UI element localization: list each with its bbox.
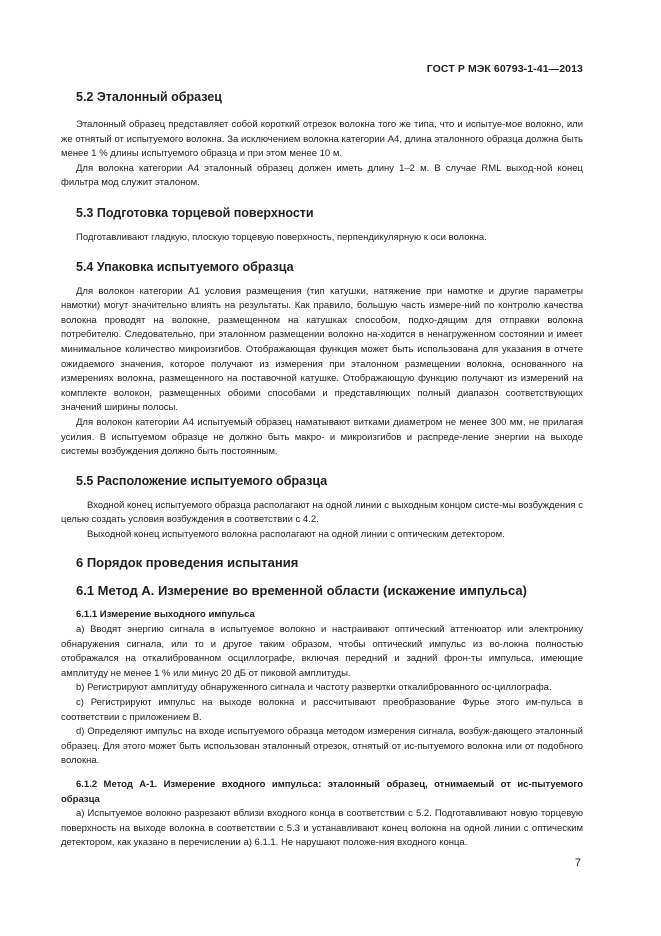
section-5-4-title: 5.4 Упаковка испытуемого образца (76, 259, 294, 274)
section-6-1-1-item-a: а) Вводят энергию сигнала в испытуемое волокно и настраивают оптический аттенюатор или электронику обнаружения сигнала, или то и другое таким образом, чтобы оптический импульс из во-локна полностью отображался на откалиброванном осциллографе, включая передний и задний фрон-ты импульса, имеющие амплитуду не менее 1 % или минус 20 дБ от пиковой амплитуды. (61, 624, 583, 679)
section-5-2-title: 5.2 Эталонный образец (76, 90, 222, 104)
section-6-1-2-title: 6.1.2 Метод А-1. Измерение входного импульса: эталонный образец, отнимаемый от ис-пытуемого образца (61, 779, 583, 805)
section-5-4-paragraph-2: Для волокон категории А4 испытуемый образец наматывают витками диаметром не менее 300 мм, не прилагая усилия. В испытуемом образце не должно быть макро- и микроизгибов и распреде-ление энергии на выходе системы возбуждения должно быть постоянным. (61, 416, 583, 458)
section-6-1-1-item-c: с) Регистрируют импульс на выходе волокна и рассчитывают преобразование Фурье этого им-пульса в соответствии с приложением В. (61, 697, 583, 723)
section-6-1-2-item-a: а) Испытуемое волокно разрезают вблизи входного конца в соответствии с 5.2. Подготавливают новую торцевую поверхность на выходе волокна в соответствии с 5.3 и устанавливают конец волокна на одной линии с оптическим детектором, как указано в перечислении а) 6.1.1. Не нарушают положе-ния входного конца. (61, 808, 583, 849)
section-5-3-paragraph-1: Подготавливают гладкую, плоскую торцевую поверхность, перпендикулярную к оси волокна. (76, 231, 487, 243)
page-content (61, 88, 583, 851)
section-5-4-paragraph-1: Для волокон категории А1 условия размещения (тип катушки, натяжение при намотке и другие параметры намотки) могут значительно влиять на результаты. Как правило, большую часть измере-ний по контролю качества волокна проводят на волокне, размещенном на катушках способом, подхо-дящим для отправки волокна потребителю. Следовательно, при эталонном размещении волокно на-ходится в ненагруженном состоянии и имеет минимальное количество микроизгибов. Отображающая функция может быть использована для указания в отчете ожидаемого значения, которое получают из измерения при эталонном размещении волокна, основанного на измерениях волокна, размещенного на поставочной катушке. Отображающую функцию получают из измерений на комплекте волокон, размещенных обоими способами и представляющих полный диапазон соответствующих значений ширины полосы. (61, 285, 583, 414)
section-5-2-paragraph-2: Для волокна категории А4 эталонный образец должен иметь длину 1–2 м. В случае RML выход-ной конец фильтра мод служит эталоном. (61, 162, 583, 189)
section-6-1-1-item-b: b) Регистрируют амплитуду обнаруженного сигнала и частоту развертки откалиброванного ос-циллографа. (76, 682, 552, 694)
section-5-5-paragraph-2: Выходной конец испытуемого волокна располагают на одной линии с оптическим детектором. (87, 528, 505, 540)
section-5-2-paragraph-1: Эталонный образец представляет собой короткий отрезок волокна того же типа, что и испытуе-мое волокно, или же отнятый от испытуемого волокна. За исключением волокна категории А4, длина эталонного образца должна быть менее 1 % длины испытуемого образца и при этом менее 10 м. (61, 119, 583, 160)
section-6-1-1-title: 6.1.1 Измерение выходного импульса (76, 609, 255, 621)
section-6-1-title: 6.1 Метод А. Измерение во временной области (искажение импульса) (76, 583, 527, 599)
section-6-title: 6 Порядок проведения испытания (76, 555, 299, 571)
section-5-5-paragraph-1: Входной конец испытуемого образца располагают на одной линии с выходным концом систе-мы возбуждения с целью создать условия возбуждения в соответствии с 4.2. (61, 499, 583, 526)
page-number: 7 (574, 857, 581, 869)
section-5-3-title: 5.3 Подготовка торцевой поверхности (76, 205, 314, 220)
section-5-5-title: 5.5 Расположение испытуемого образца (76, 473, 328, 488)
section-6-1-1-item-d: d) Определяют импульс на входе испытуемого образца методом измерения сигнала, возбуж-дающего эталонный образец. Для этого может быть использован эталонный отрезок, отнятый от ис-пытуемого волокна или от подобного волокна. (61, 726, 583, 767)
document-header: ГОСТ Р МЭК 60793-1-41—2013 (426, 63, 583, 75)
